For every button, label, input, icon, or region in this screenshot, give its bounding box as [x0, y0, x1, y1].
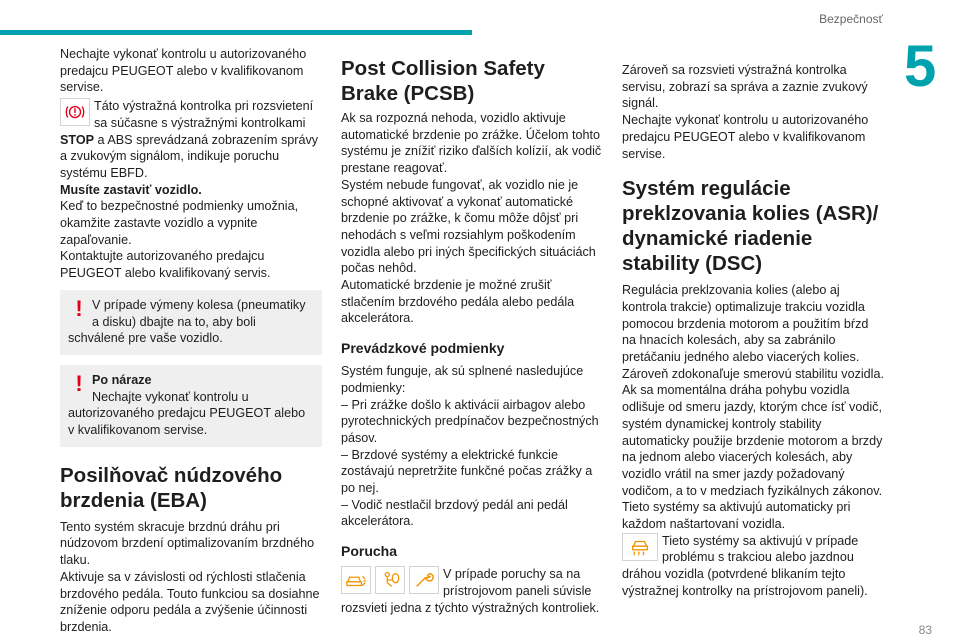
paragraph: Nechajte vykonať kontrolu u autorizovaného predajcu PEUGEOT alebo v kvalifikovanom servise. [622, 113, 869, 161]
paragraph: Regulácia preklzovania kolies (alebo aj kontrola trakcie) optimalizuje trakciu vozidla pomocou brzdenia motorom a použitím bŕzd na hnacích kolesách, aby sa zabránilo pretáčaniu jedného alebo viacerých kolies. Zároveň zdokonaľuje smerovú stabilitu vozidla. [622, 283, 884, 381]
list-item: – Pri zrážke došlo k aktivácii airbagov alebo pyrotechnických predpínačov bezpečnostných pásov. [341, 397, 599, 445]
paragraph: Tieto systémy sa aktivujú automaticky pri každom naštartovaní vozidla. [622, 500, 851, 532]
paragraph-bold: Musíte zastaviť vozidlo. [60, 182, 202, 197]
paragraph: Zároveň sa rozsvieti výstražná kontrolka servisu, zobrazí sa správa a zaznie zvukový signál. [622, 63, 868, 111]
paragraph: Ak sa momentálna dráha pohybu vozidla odlišuje od smeru jazdy, ktorým chce ísť vodič, systém dynamickej kontroly stability automaticky použije brzdenie motorom a brzdy na jednom alebo viacerých kolesách, aby vozidlo vrátil na smer jazdy požadovaný vodičom, a to v medziach fyzikálnych zákonov. [622, 383, 883, 498]
stop-label: STOP [60, 132, 95, 147]
note-title: Po náraze [92, 372, 152, 387]
paragraph-text: Tieto systémy sa aktivujú v prípade problému s trakciou alebo jazdnou dráhou vozidla (potvrdené blikaním tejto výstražnej kontrolky na prístrojovom paneli). [622, 533, 868, 598]
header-accent-bar [0, 30, 472, 35]
exclamation-icon: ! [75, 295, 83, 321]
list-item: – Vodič nestlačil brzdový pedál ani pedál akcelerátora. [341, 497, 568, 529]
subsection-heading: Prevádzkové podmienky [341, 340, 505, 357]
paragraph: Ak sa rozpozná nehoda, vozidlo aktivuje automatické brzdenie po zrážke. Účelom tohto systému je znížiť riziko ďalších kolízií, ak vodič prestane reagovať. [341, 111, 602, 176]
traction-control-icon [622, 533, 658, 561]
paragraph: Automatické brzdenie je možné zrušiť stlačením brzdového pedála alebo pedála akcelerátora. [341, 278, 575, 326]
icon-paragraph [341, 566, 603, 616]
note-text: Nechajte vykonať kontrolu u autorizovaného predajcu PEUGEOT alebo v kvalifikovanom servise. [68, 389, 306, 438]
page-number: 83 [918, 623, 932, 637]
paragraph: Systém funguje, ak sú splnené nasledujúce podmienky: [341, 364, 584, 395]
paragraph: Keď to bezpečnostné podmienky umožnia, okamžite zastavte vozidlo a vypnite zapaľovanie. [60, 199, 299, 247]
exclamation-icon: ! [75, 370, 83, 396]
paragraph: Tento systém skracuje brzdnú dráhu pri núdzovom brzdení optimalizovaním brzdného tlaku. [60, 519, 315, 568]
paragraph: Nechajte vykonať kontrolu u autorizovaného predajcu PEUGEOT alebo v kvalifikovanom servise. [60, 47, 307, 95]
paragraph: Kontaktujte autorizovaného predajcu PEUGEOT alebo kvalifikovaný servis. [60, 249, 271, 281]
service-wrench-icon [409, 566, 439, 594]
brake-warning-icon [60, 98, 90, 126]
car-collision-icon [341, 566, 371, 594]
column-2 [341, 56, 603, 616]
warning-note [60, 365, 322, 447]
section-heading: Systém regulácie preklzovania kolies (ASR)/ dynamické riadenie stability (DSC) [622, 177, 879, 276]
subsection-heading: Porucha [341, 543, 398, 560]
note-text: V prípade výmeny kolesa (pneumatiky a disku) dbajte na to, aby boli schválené pre vaše vozidlo. [68, 297, 306, 346]
column-3 [622, 62, 884, 600]
paragraph: Aktivuje sa v závislosti od rýchlosti stlačenia brzdového pedála. Touto funkciou sa dosiahne zníženie odporu pedála a zvýšenie účinnosti brzdenia. [60, 569, 320, 634]
section-heading: Posilňovač núdzového brzdenia (EBA) [60, 463, 283, 512]
list-item: – Brzdové systémy a elektrické funkcie zostávajú nepretržite funkčné počas zrážky a po nej. [341, 447, 593, 496]
paragraph-text: Táto výstražná kontrolka pri rozsvietení sa súčasne s výstražnými kontrolkami [94, 99, 314, 130]
paragraph-text: a ABS sprevádzaná zobrazením správy a zvukovým signálom, indikuje poruchu systému EBFD. [60, 132, 319, 180]
chapter-number: 5 [904, 34, 937, 99]
paragraph: Systém nebude fungovať, ak vozidlo nie je schopné aktivovať a vykonať automatické brzdenie po zrážke, k čomu môže dôjsť pri nehodách s veľmi rozsiahlym poškodením vozidla alebo pri iných špecifických situáciách počas nehôd. [341, 177, 596, 276]
airbag-person-icon [375, 566, 405, 594]
icon-paragraph [622, 533, 884, 600]
section-heading: Post Collision Safety Brake (PCSB) [341, 57, 545, 105]
warning-note [60, 290, 322, 355]
section-title: Bezpečnosť [819, 12, 883, 26]
paragraph-text: V prípade poruchy sa na prístrojovom paneli súvisle rozsvieti jedna z týchto výstražných kontroliek. [341, 567, 600, 615]
column-1 [60, 46, 322, 636]
icon-paragraph [60, 98, 322, 182]
